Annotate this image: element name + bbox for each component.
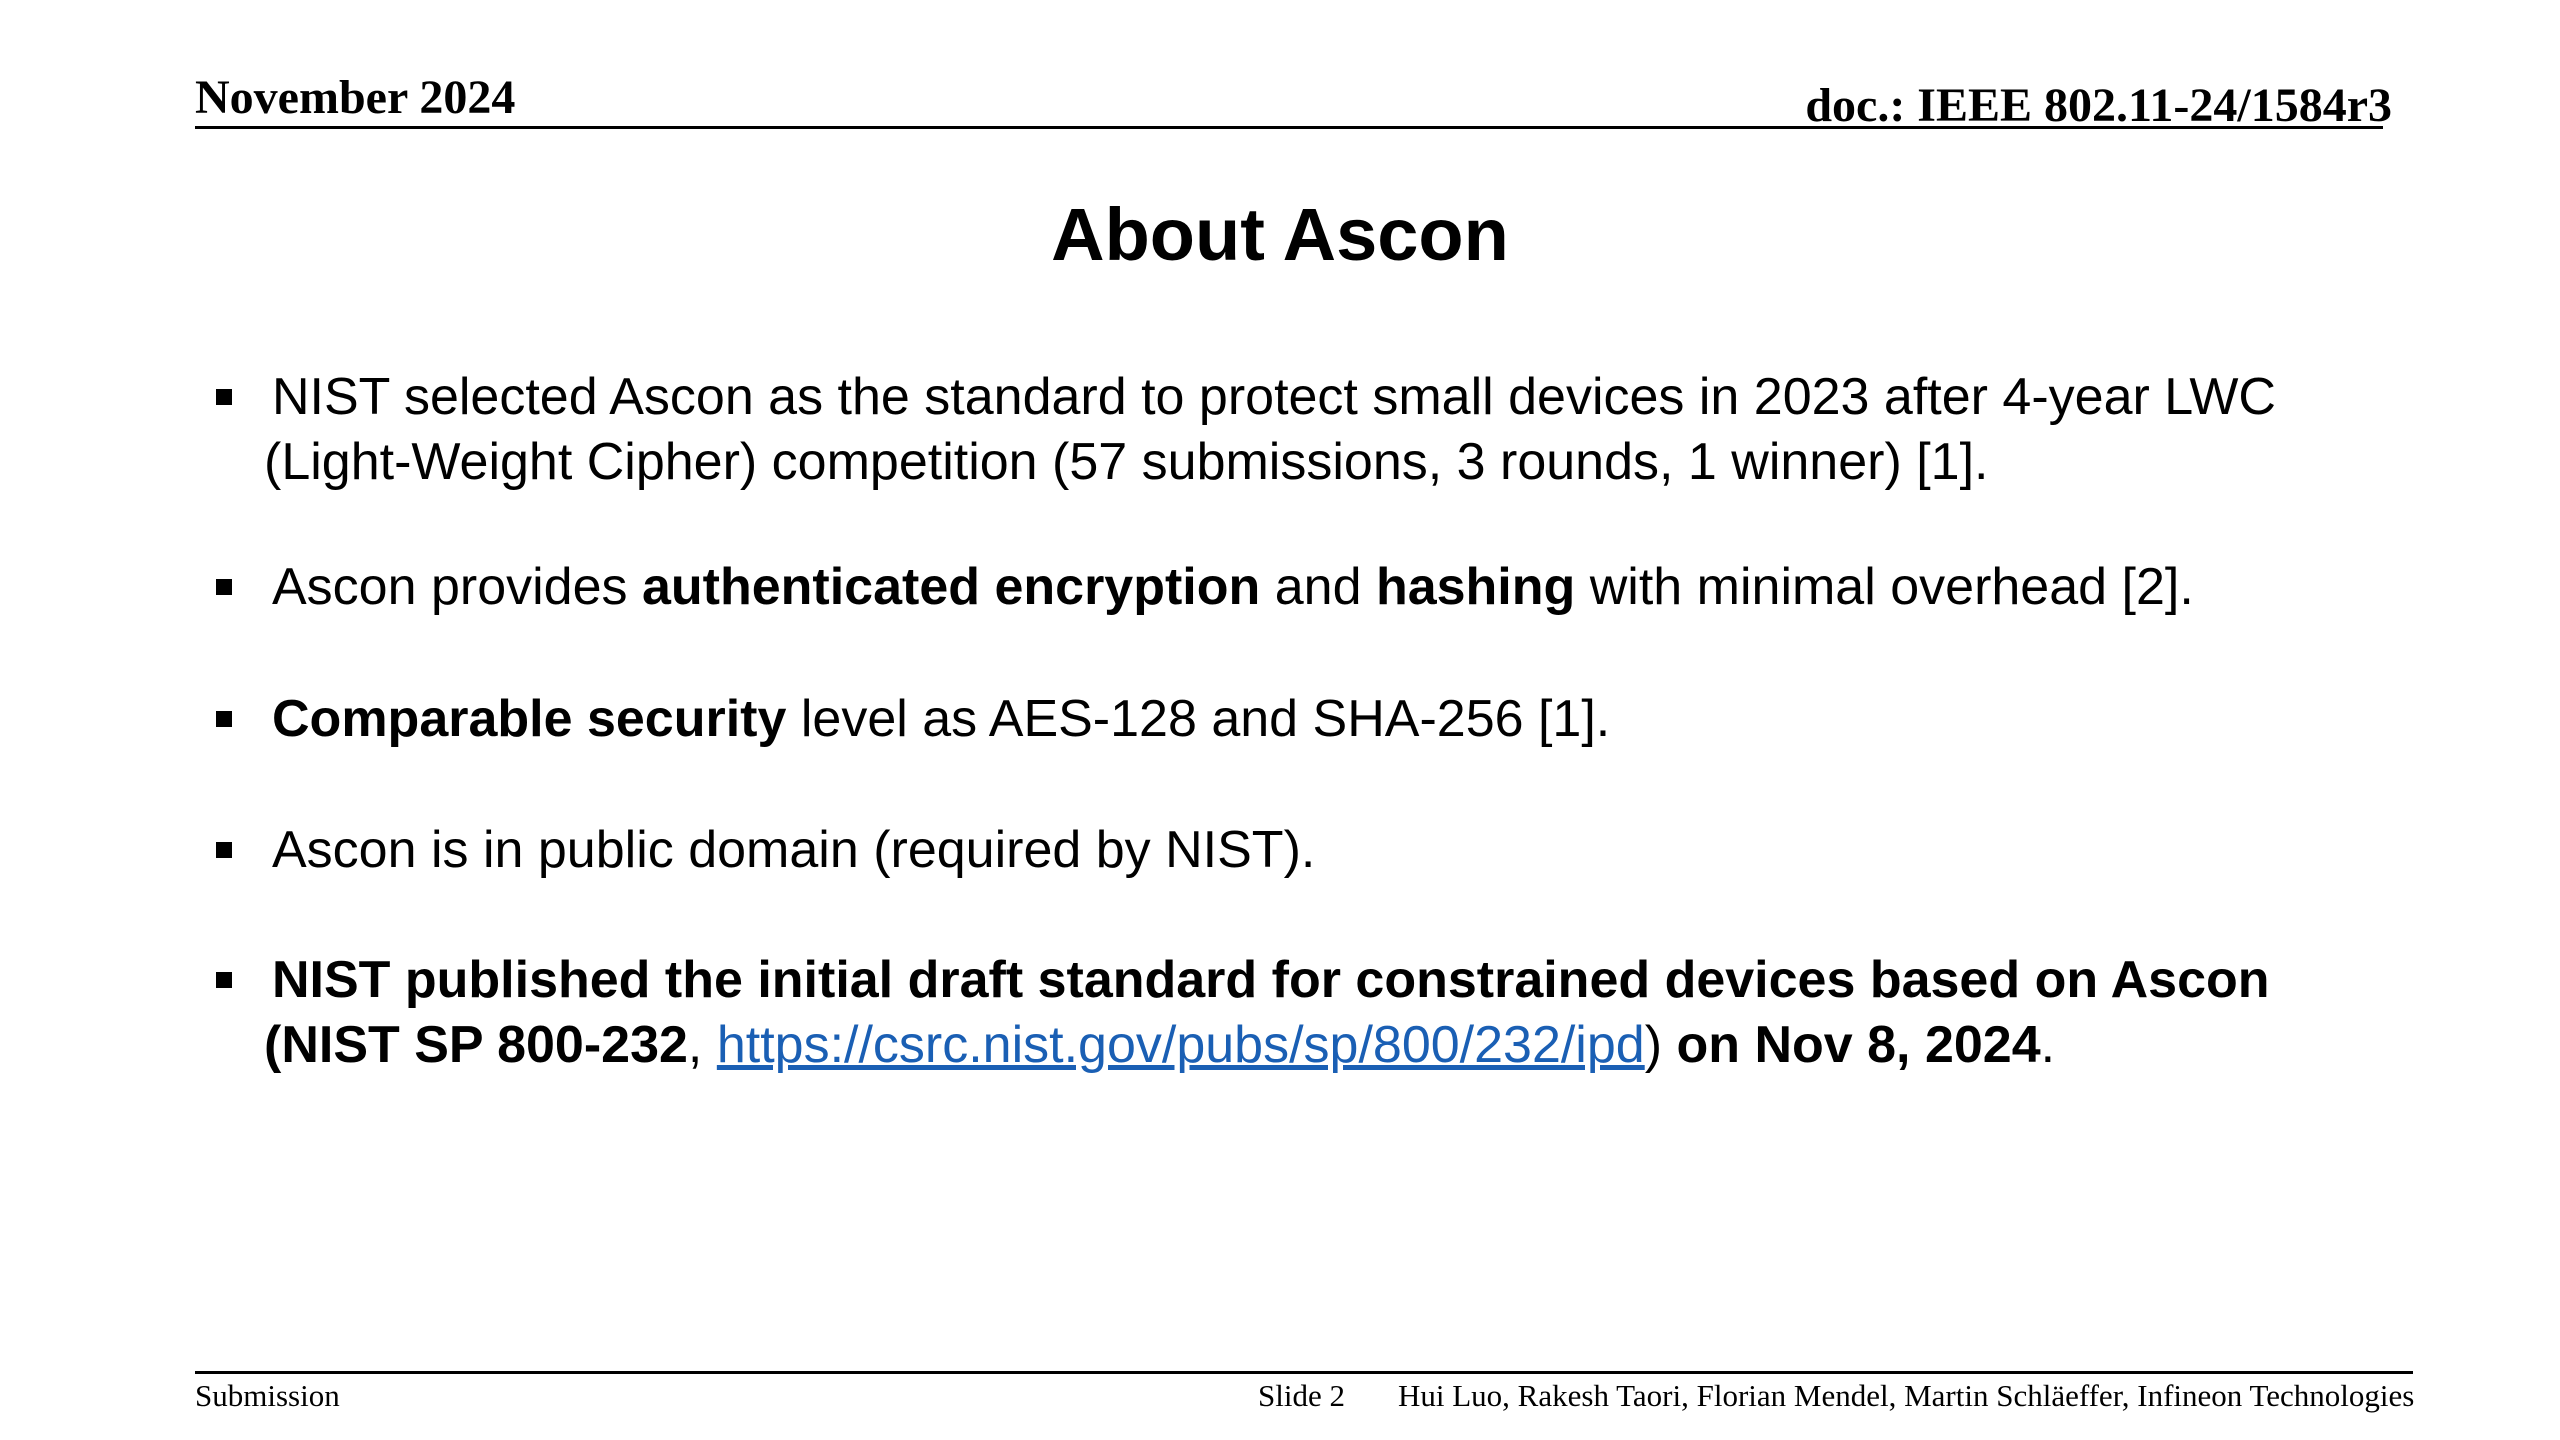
bullet-line: NIST selected Ascon as the standard to protect small devices in 2023 after 4-year LWC — [272, 368, 2276, 426]
footer-divider — [195, 1371, 2413, 1374]
bullet-text-run: . — [2040, 1016, 2056, 1074]
bullet-line: (Light-Weight Cipher) competition (57 submissions, 3 rounds, 1 winner) [1]. — [264, 433, 1989, 491]
bullet-line: NIST published the initial draft standard for constrained devices based on Ascon — [272, 951, 2270, 1009]
bullet-square-icon — [216, 972, 232, 988]
bullet-text-run: ) — [1644, 1016, 1677, 1074]
bullet-text-run: Ascon provides — [272, 558, 642, 616]
bullet-bold-run: hashing — [1375, 558, 1576, 616]
bullet-square-icon — [216, 389, 232, 405]
bullet-text — [272, 818, 2422, 883]
footer-submission: Submission — [195, 1378, 340, 1413]
bullet-text — [272, 687, 2422, 752]
footer-authors: Hui Luo, Rakesh Taori, Florian Mendel, Martin Schläeffer, Infineon Technologies — [1398, 1378, 2415, 1413]
bullet-square-icon — [216, 711, 232, 727]
bullet-bold-run: Comparable security — [272, 690, 787, 748]
header-date: November 2024 — [195, 71, 516, 124]
bullet-line: Ascon is in public domain (required by NIST). — [272, 821, 1316, 879]
footer-slide-number: Slide 2 — [1258, 1378, 1345, 1413]
bullet-text — [272, 555, 2422, 620]
bullet-bold-run: authenticated encryption — [641, 558, 1261, 616]
header-doc-id: doc.: IEEE 802.11-24/1584r3 — [1805, 79, 2392, 132]
bullet-text — [264, 365, 2422, 495]
bullet-text-run: with minimal overhead [2]. — [1575, 558, 2194, 616]
bullet-bold-run: on Nov 8, 2024 — [1676, 1016, 2041, 1074]
slide-title: About Ascon — [1051, 193, 1509, 276]
bullet-text — [264, 948, 2422, 1078]
bullet-bold-run: (NIST SP 800-232 — [264, 1016, 688, 1074]
nist-sp-800-232-link[interactable]: https://csrc.nist.gov/pubs/sp/800/232/ipd — [716, 1016, 1645, 1074]
bullet-square-icon — [216, 579, 232, 595]
bullet-text-run: , — [687, 1016, 717, 1074]
bullet-text-run: level as AES-128 and SHA-256 [1]. — [786, 690, 1611, 748]
bullet-text-run: and — [1260, 558, 1376, 616]
bullet-square-icon — [216, 842, 232, 858]
